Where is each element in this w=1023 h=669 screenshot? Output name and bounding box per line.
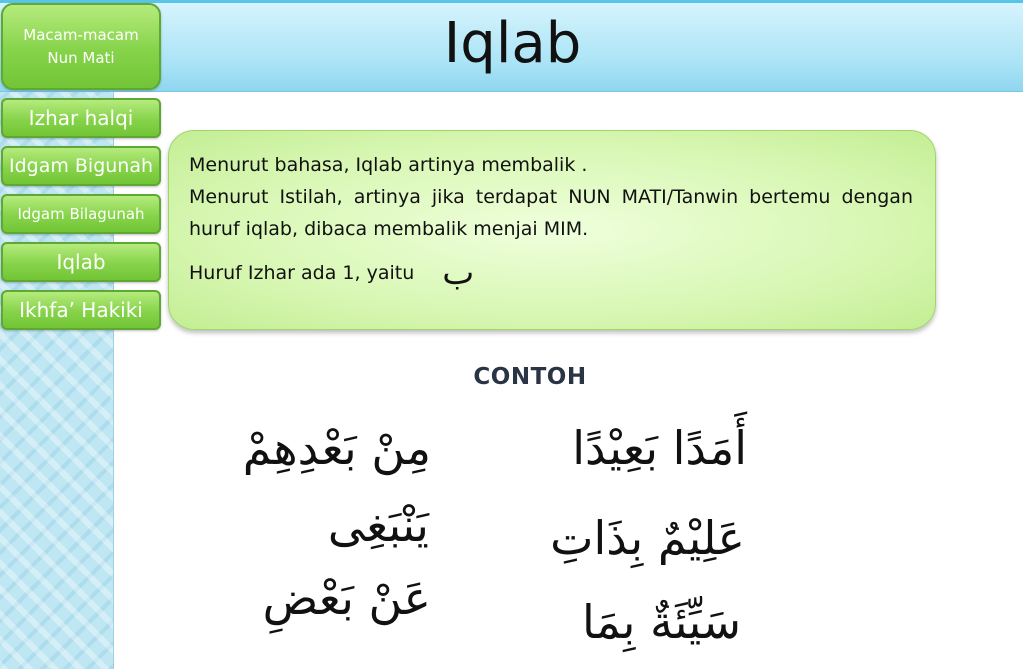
- huruf-row: [189, 253, 913, 293]
- definition-istilah: Menurut Istilah, artinya jika terdapat NUN MATI/Tanwin bertemu dengan huruf iqlab, dibaca membalik menjai MIM.: [189, 186, 913, 240]
- nav-main-label-line1: Macam-macam: [23, 25, 139, 44]
- example-left-3: عَنْ بَعْضِ: [262, 571, 431, 625]
- example-right-3: سَيِّئَةٌ بِمَا: [581, 595, 741, 649]
- huruf-text: Huruf Izhar ada 1, yaitu: [189, 262, 415, 284]
- huruf-letter: ب: [442, 253, 475, 293]
- nav-button-izhar-halqi[interactable]: Izhar halqi: [1, 98, 161, 138]
- contoh-heading: CONTOH: [473, 364, 587, 390]
- nav-main-label-line2: Nun Mati: [47, 48, 115, 67]
- example-left-2: يَنْبَغِى: [327, 498, 429, 552]
- example-right-2: عَلِيْمٌ بِذَاتِ: [550, 511, 745, 565]
- nav-button-iqlab[interactable]: Iqlab: [1, 242, 161, 282]
- nav-button-idgam-bilagunah[interactable]: Idgam Bilagunah: [1, 194, 161, 234]
- nav-button-idgam-bigunah[interactable]: Idgam Bigunah: [1, 146, 161, 186]
- definition-card: [168, 130, 936, 330]
- definition-bahasa: Menurut bahasa, Iqlab artinya membalik .: [189, 154, 588, 176]
- nav-button-ikhfa-hakiki[interactable]: Ikhfa’ Hakiki: [1, 290, 161, 330]
- nav-button-macam-macam-nun-mati[interactable]: [1, 3, 161, 90]
- example-left-1: مِنْ بَعْدِهِمْ: [242, 421, 431, 475]
- example-right-1: أَمَدًا بَعِيْدًا: [572, 421, 747, 475]
- page-title: Iqlab: [443, 11, 582, 76]
